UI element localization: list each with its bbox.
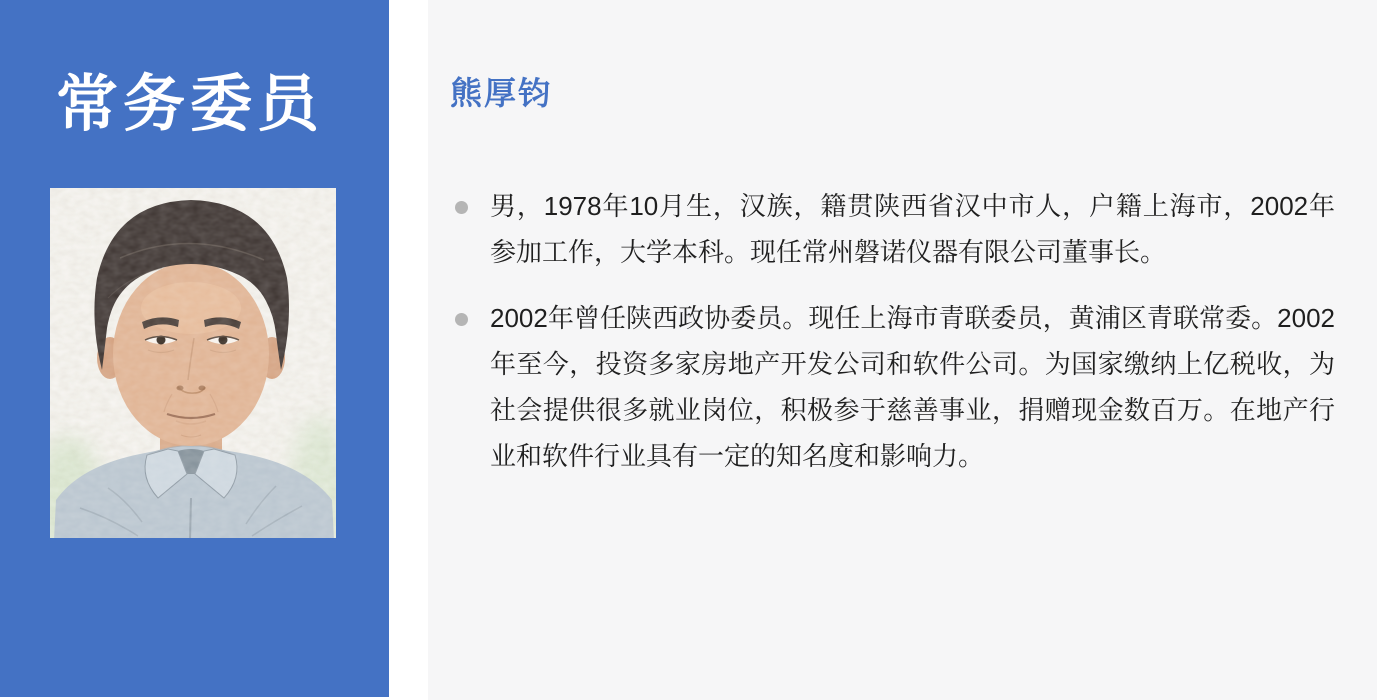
bio-item-1 [455,183,1337,275]
bullet-dot-icon [455,201,468,214]
content-panel [428,0,1377,700]
portrait-illustration [50,188,336,538]
bullet-dot-icon [455,313,468,326]
panel-title: 常务委员 [56,70,325,139]
bio-item-2 [455,295,1337,479]
bio-text-1: 男，1978年10月生，汉族，籍贯陕西省汉中市人，户籍上海市，2002年参加工作，大学本科。现任常州磐诺仪器有限公司董事长。 [490,191,1335,267]
bio-list [455,183,1337,479]
bio-text-2: 2002年曾任陕西政协委员。现任上海市青联委员，黄浦区青联常委。2002年至今，投资多家房地产开发公司和软件公司。为国家缴纳上亿税收，为社会提供很多就业岗位，积极参于慈善事业，捐赠现金数百万。在地产行业和软件行业具有一定的知名度和影响力。 [490,303,1335,471]
portrait-photo [50,188,336,538]
person-name: 熊厚钧 [450,75,553,111]
left-panel [0,0,389,697]
